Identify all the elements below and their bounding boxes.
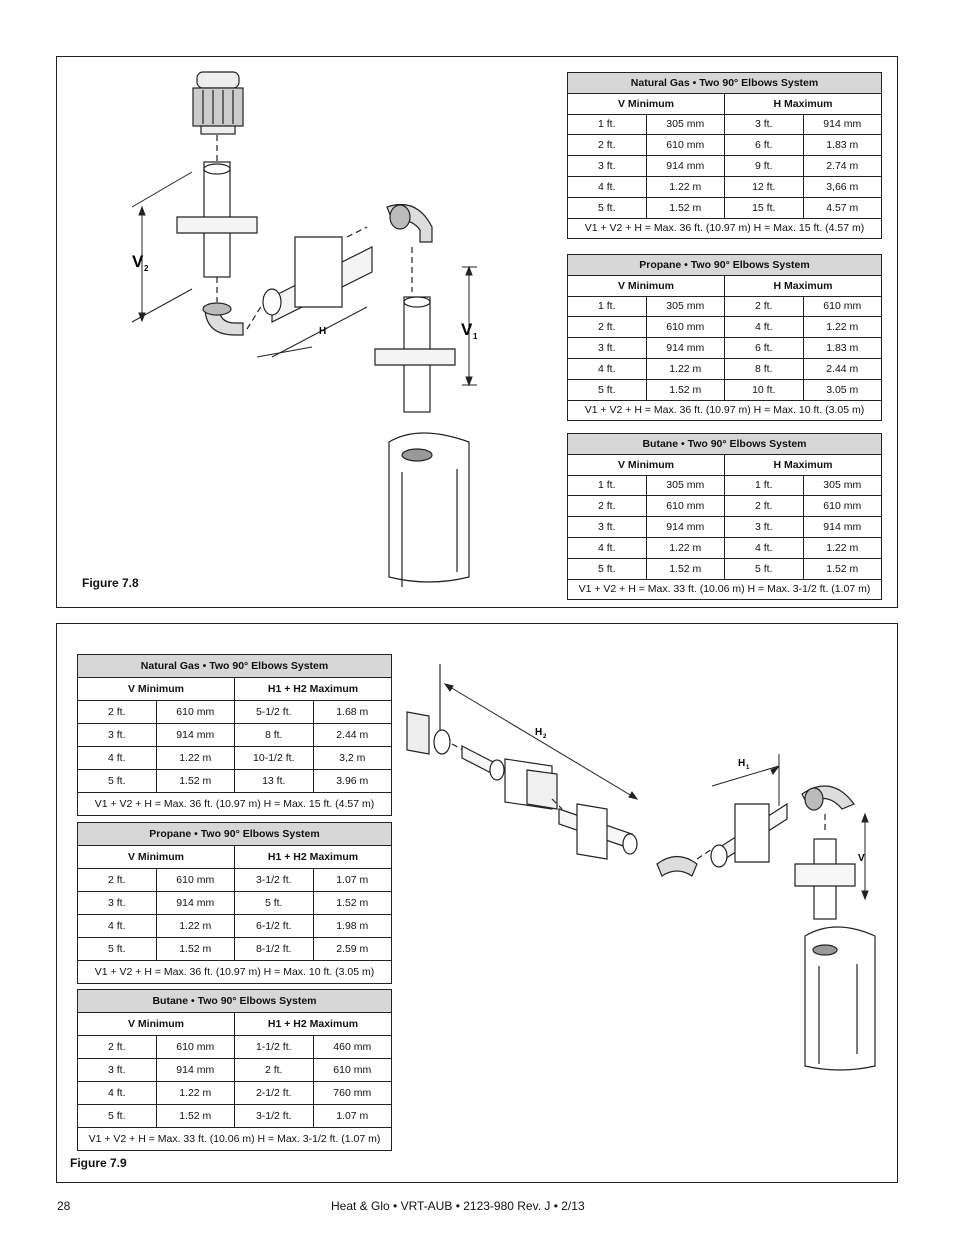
table-cell: 4 ft. — [78, 915, 157, 938]
column-header: H Maximum — [725, 93, 882, 114]
table-cell: 1.52 m — [803, 558, 882, 579]
table-row — [568, 135, 882, 156]
table-cell: 1.83 m — [803, 338, 882, 359]
table-title: Propane • Two 90° Elbows System — [568, 255, 882, 276]
h2-label: H — [535, 727, 543, 738]
table-cell: 1.52 m — [646, 197, 725, 218]
table-cell: 1.22 m — [803, 317, 882, 338]
table-cell: 5 ft. — [78, 938, 157, 961]
table-cell: 305 mm — [803, 475, 882, 496]
table-cell: 1.22 m — [156, 915, 235, 938]
v2-label: V — [132, 252, 144, 271]
figure-7-9-label: Figure 7.9 — [70, 1156, 127, 1170]
table-cell: 1.07 m — [313, 1105, 392, 1128]
table-cell: 1.07 m — [313, 869, 392, 892]
table-title: Natural Gas • Two 90° Elbows System — [568, 73, 882, 94]
table-cell: 10-1/2 ft. — [235, 747, 314, 770]
figure-7-9-panel — [56, 623, 898, 1183]
h-label: H — [319, 326, 327, 337]
table-row — [568, 156, 882, 177]
table-cell: 3-1/2 ft. — [235, 869, 314, 892]
table-cell: 2 ft. — [78, 701, 157, 724]
table-cell: 1.52 m — [646, 558, 725, 579]
table-cell: 914 mm — [803, 114, 882, 135]
v1-label: V — [461, 320, 473, 339]
column-header: H1 + H2 Maximum — [235, 1013, 392, 1036]
table-cell: 4.57 m — [803, 197, 882, 218]
table-cell: 12 ft. — [725, 176, 804, 197]
table-footer-note: V1 + V2 + H = Max. 33 ft. (10.06 m) H = Max. 3-1/2 ft. (1.07 m) — [78, 1128, 392, 1151]
table-cell: 305 mm — [646, 114, 725, 135]
table-cell: 610 mm — [803, 296, 882, 317]
table-cell: 2 ft. — [78, 1036, 157, 1059]
table-cell: 4 ft. — [725, 537, 804, 558]
table-cell: 8-1/2 ft. — [235, 938, 314, 961]
table-cell: 914 mm — [156, 1059, 235, 1082]
table-cell: 3 ft. — [725, 114, 804, 135]
table-cell: 5 ft. — [568, 558, 647, 579]
table-title: Propane • Two 90° Elbows System — [78, 823, 392, 846]
table-cell: 3 ft. — [78, 892, 157, 915]
table-cell: 1.68 m — [313, 701, 392, 724]
table-cell: 4 ft. — [78, 747, 157, 770]
table-cell: 914 mm — [646, 517, 725, 538]
table-cell: 2 ft. — [78, 869, 157, 892]
h2-subscript: 2 — [543, 734, 547, 740]
table-cell: 9 ft. — [725, 156, 804, 177]
column-header: V Minimum — [568, 93, 725, 114]
table-cell: 10 ft. — [725, 379, 804, 400]
table-cell: 3 ft. — [568, 156, 647, 177]
column-header: V Minimum — [78, 846, 235, 869]
wall-termination-illustration — [407, 712, 429, 754]
column-header: V Minimum — [78, 1013, 235, 1036]
table-cell: 914 mm — [156, 724, 235, 747]
table-cell: 610 mm — [156, 869, 235, 892]
table-cell: 460 mm — [313, 1036, 392, 1059]
butane-table-7-8 — [567, 433, 882, 600]
stove-illustration-7-9 — [805, 927, 875, 1070]
table-row — [568, 197, 882, 218]
table-cell: 4 ft. — [78, 1082, 157, 1105]
table-cell: 1.22 m — [156, 1082, 235, 1105]
table-cell: 5 ft. — [78, 1105, 157, 1128]
table-cell: 2-1/2 ft. — [235, 1082, 314, 1105]
table-cell: 914 mm — [646, 156, 725, 177]
column-header: H1 + H2 Maximum — [235, 846, 392, 869]
table-cell: 610 mm — [646, 496, 725, 517]
table-cell: 610 mm — [313, 1059, 392, 1082]
table-row — [568, 496, 882, 517]
table-cell: 3-1/2 ft. — [235, 1105, 314, 1128]
table-cell: 610 mm — [646, 135, 725, 156]
table-cell: 305 mm — [646, 296, 725, 317]
h1-subscript: 1 — [746, 765, 750, 771]
table-cell: 2.59 m — [313, 938, 392, 961]
table-cell: 3,2 m — [313, 747, 392, 770]
table-title: Butane • Two 90° Elbows System — [568, 434, 882, 455]
table-row — [568, 558, 882, 579]
table-cell: 610 mm — [156, 701, 235, 724]
table-cell: 914 mm — [156, 892, 235, 915]
table-cell: 2 ft. — [725, 496, 804, 517]
column-header: H Maximum — [725, 454, 882, 475]
table-row — [568, 176, 882, 197]
table-row — [568, 358, 882, 379]
propane-table-7-8 — [567, 254, 882, 421]
table-cell: 4 ft. — [725, 317, 804, 338]
elbow-illustration-middle — [657, 857, 697, 877]
v-label: V — [858, 853, 865, 864]
table-row — [568, 296, 882, 317]
table-cell: 5-1/2 ft. — [235, 701, 314, 724]
table-cell: 2.44 m — [313, 724, 392, 747]
table-row — [568, 114, 882, 135]
table-cell: 2 ft. — [725, 296, 804, 317]
table-footer-note: V1 + V2 + H = Max. 36 ft. (10.97 m) H = Max. 10 ft. (3.05 m) — [78, 961, 392, 984]
table-cell: 1 ft. — [568, 296, 647, 317]
table-cell: 3 ft. — [725, 517, 804, 538]
table-cell: 5 ft. — [725, 558, 804, 579]
table-cell: 3 ft. — [78, 1059, 157, 1082]
table-cell: 1.22 m — [156, 747, 235, 770]
table-cell: 760 mm — [313, 1082, 392, 1105]
table-cell: 2 ft. — [568, 317, 647, 338]
table-cell: 3.05 m — [803, 379, 882, 400]
table-cell: 1.22 m — [646, 537, 725, 558]
table-title: Butane • Two 90° Elbows System — [78, 990, 392, 1013]
table-cell: 5 ft. — [568, 379, 647, 400]
table-row — [568, 475, 882, 496]
table-cell: 3,66 m — [803, 176, 882, 197]
table-cell: 1.52 m — [156, 1105, 235, 1128]
figure-7-9-diagram — [57, 624, 897, 1182]
table-cell: 1.83 m — [803, 135, 882, 156]
table-cell: 1 ft. — [568, 114, 647, 135]
table-cell: 1.22 m — [803, 537, 882, 558]
table-footer-note: V1 + V2 + H = Max. 33 ft. (10.06 m) H = Max. 3-1/2 ft. (1.07 m) — [568, 579, 882, 600]
table-cell: 13 ft. — [235, 770, 314, 793]
natural-gas-table-7-8 — [567, 72, 882, 239]
table-cell: 6 ft. — [725, 135, 804, 156]
v2-subscript: 2 — [144, 264, 149, 273]
table-cell: 4 ft. — [568, 537, 647, 558]
table-cell: 3.96 m — [313, 770, 392, 793]
document-footer: Heat & Glo • VRT-AUB • 2123-980 Rev. J • 2/13 — [331, 1199, 585, 1213]
column-header: V Minimum — [568, 454, 725, 475]
table-cell: 3 ft. — [568, 517, 647, 538]
table-cell: 1.22 m — [646, 176, 725, 197]
table-cell: 4 ft. — [568, 358, 647, 379]
table-cell: 4 ft. — [568, 176, 647, 197]
table-title: Natural Gas • Two 90° Elbows System — [78, 655, 392, 678]
page-number: 28 — [57, 1199, 71, 1213]
table-row — [568, 379, 882, 400]
table-footer-note: V1 + V2 + H = Max. 36 ft. (10.97 m) H = Max. 10 ft. (3.05 m) — [568, 400, 882, 421]
table-row — [568, 317, 882, 338]
table-row — [568, 338, 882, 359]
table-cell: 5 ft. — [78, 770, 157, 793]
table-cell: 5 ft. — [568, 197, 647, 218]
table-cell: 914 mm — [646, 338, 725, 359]
table-cell: 1-1/2 ft. — [235, 1036, 314, 1059]
table-cell: 3 ft. — [78, 724, 157, 747]
table-cell: 914 mm — [803, 517, 882, 538]
table-cell: 1.52 m — [156, 938, 235, 961]
column-header: H Maximum — [725, 275, 882, 296]
table-row — [568, 517, 882, 538]
table-cell: 6 ft. — [725, 338, 804, 359]
figure-7-8-label: Figure 7.8 — [82, 576, 139, 590]
table-cell: 305 mm — [646, 475, 725, 496]
table-footer-note: V1 + V2 + H = Max. 36 ft. (10.97 m) H = Max. 15 ft. (4.57 m) — [78, 793, 392, 816]
table-cell: 8 ft. — [725, 358, 804, 379]
stove-illustration — [389, 433, 469, 587]
table-cell: 5 ft. — [235, 892, 314, 915]
table-cell: 1.52 m — [313, 892, 392, 915]
table-cell: 3 ft. — [568, 338, 647, 359]
column-header: V Minimum — [78, 678, 235, 701]
column-header: V Minimum — [568, 275, 725, 296]
table-cell: 1 ft. — [568, 475, 647, 496]
table-cell: 1 ft. — [725, 475, 804, 496]
table-row — [568, 537, 882, 558]
table-cell: 1.98 m — [313, 915, 392, 938]
figure-7-8-panel — [56, 56, 898, 608]
table-cell: 610 mm — [646, 317, 725, 338]
table-cell: 15 ft. — [725, 197, 804, 218]
column-header: H1 + H2 Maximum — [235, 678, 392, 701]
v1-subscript: 1 — [473, 332, 478, 341]
table-cell: 2.74 m — [803, 156, 882, 177]
vent-cap-illustration — [193, 72, 243, 134]
table-cell: 1.52 m — [646, 379, 725, 400]
table-footer-note: V1 + V2 + H = Max. 36 ft. (10.97 m) H = Max. 15 ft. (4.57 m) — [568, 218, 882, 239]
table-cell: 2.44 m — [803, 358, 882, 379]
table-cell: 1.22 m — [646, 358, 725, 379]
table-cell: 6-1/2 ft. — [235, 915, 314, 938]
table-cell: 610 mm — [803, 496, 882, 517]
table-cell: 2 ft. — [235, 1059, 314, 1082]
table-cell: 610 mm — [156, 1036, 235, 1059]
table-cell: 2 ft. — [568, 496, 647, 517]
table-cell: 8 ft. — [235, 724, 314, 747]
table-cell: 2 ft. — [568, 135, 647, 156]
table-cell: 1.52 m — [156, 770, 235, 793]
h1-label: H — [738, 758, 746, 769]
